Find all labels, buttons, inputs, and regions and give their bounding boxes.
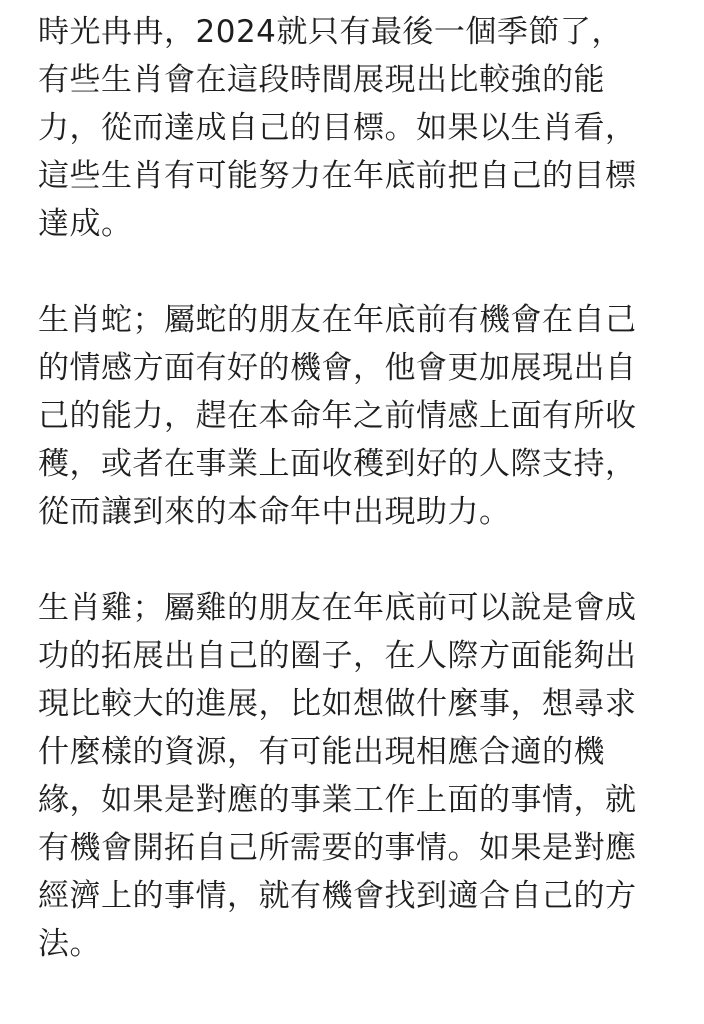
text-line: 什麼樣的資源，有可能出現相應合適的機 [38,734,605,770]
text-line: 生肖雞；屬雞的朋友在年底前可以說是會成 [38,590,637,626]
text-line: 生肖蛇；屬蛇的朋友在年底前有機會在自己 [38,302,637,338]
text-line: 有些生肖會在這段時間展現出比較強的能 [38,62,605,98]
text-line: 己的能力，趕在本命年之前情感上面有所收 [38,398,637,434]
text-line: 從而讓到來的本命年中出現助力。 [38,494,511,530]
text-line: 的情感方面有好的機會，他會更加展現出自 [38,350,637,386]
text-line: 法。 [38,926,101,962]
text-line: 功的拓展出自己的圈子，在人際方面能夠出 [38,638,637,674]
paragraph-snake [38,296,678,536]
text-line: 這些生肖有可能努力在年底前把自己的目標 [38,158,637,194]
paragraph-rooster [38,584,678,968]
text-line: 經濟上的事情，就有機會找到適合自己的方 [38,878,637,914]
text-line: 穫，或者在事業上面收穫到好的人際支持， [38,446,637,482]
text-line: 有機會開拓自己所需要的事情。如果是對應 [38,830,637,866]
text-line: 現比較大的進展，比如想做什麼事，想尋求 [38,686,637,722]
article-body [38,8,678,1016]
text-line: 時光冉冉，2024就只有最後一個季節了， [38,14,623,50]
text-line: 達成。 [38,206,133,242]
paragraph-intro [38,8,678,248]
text-line: 力，從而達成自己的目標。如果以生肖看， [38,110,637,146]
text-line: 緣，如果是對應的事業工作上面的事情，就 [38,782,637,818]
